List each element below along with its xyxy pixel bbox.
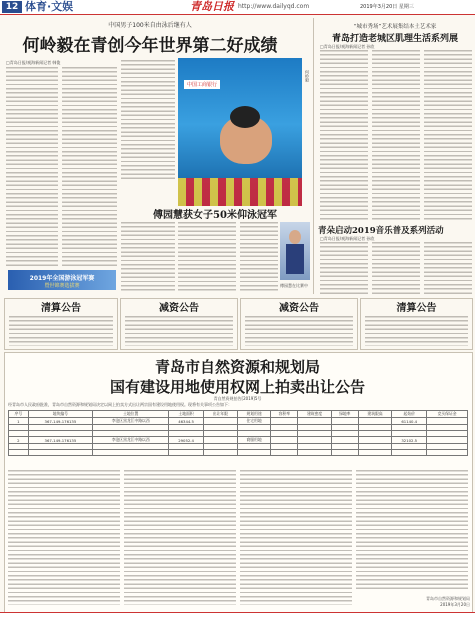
article-column xyxy=(121,60,175,180)
table-row: 2 367-149-176135 李沧区黑龙江中路以西 29052.4 商服用地 32102.5 xyxy=(9,437,468,444)
page-number: 12 xyxy=(2,1,22,13)
land-ad-number: 青自然资规拍告[2019]5号 xyxy=(213,396,262,401)
culture-headline: 青岛打造老城区肌理生活系列展 xyxy=(331,34,458,44)
land-ad-intro: 经青岛市人民政府批准，青岛市自然资源和规划局决定以网上拍卖方式出让两宗国有建设用地使用权。现将有关事项公告如下： xyxy=(8,402,232,407)
notice-title: 减资公告 xyxy=(279,303,319,314)
notice-title: 清算公告 xyxy=(396,303,437,314)
article-column xyxy=(178,222,236,292)
article-column xyxy=(372,242,420,294)
banner-subtitle: 暨世锦赛选拔赛 xyxy=(44,283,80,289)
land-ad-title-1: 青岛市自然资源和规划局 xyxy=(154,358,320,376)
sports-kicker: 中国男子100米自由泳后继有人 xyxy=(108,22,192,29)
culture-sub-byline: □青岛日报/观海新闻记者 孙欣 xyxy=(320,236,375,241)
article-column xyxy=(121,222,175,292)
notice-box xyxy=(240,298,358,350)
article-column xyxy=(320,50,368,220)
sports-subheadline: 傅园慧获女子50米仰泳冠军 xyxy=(153,210,277,221)
article-column xyxy=(240,222,278,292)
issuer: 青岛市自然资源和规划局 xyxy=(426,596,470,601)
photo-caption: 何岭毅 xyxy=(305,70,310,82)
table-row xyxy=(9,450,468,456)
culture-subheadline: 青朵启动2019音乐普及系列活动 xyxy=(318,226,444,236)
notice-column xyxy=(124,470,236,605)
table-row: 1 367-149-176135 李沧区黑龙江中路以西 46344.5 住宅用地 61140.4 xyxy=(9,418,468,425)
athlete-caption: 傅园慧在比赛中 xyxy=(280,283,308,288)
sponsor-sign: 中国工商银行 xyxy=(184,80,220,89)
table-header-row: 序号 地块编号 土地位置 土地面积 出让年限 规划用途 容积率 建筑密度 绿地率 建筑限高 起始价 竞买保证金 xyxy=(9,411,468,418)
banner-title: 2019年全国游泳冠军赛 xyxy=(29,275,95,282)
culture-byline: □青岛日报/观海新闻记者 孙欣 xyxy=(320,44,375,49)
article-column xyxy=(6,67,58,267)
article-column xyxy=(320,242,368,294)
issue-date: 2019年3月20日 xyxy=(440,602,470,607)
championship-banner xyxy=(8,270,116,290)
section-title: 体育·文娱 xyxy=(25,0,74,13)
column-divider xyxy=(313,18,314,294)
notice-column xyxy=(8,470,120,605)
article-column xyxy=(62,67,117,267)
notice-column xyxy=(356,470,468,590)
land-ad-title-2: 国有建设用地使用权网上拍卖出让公告 xyxy=(109,378,365,396)
article-column xyxy=(424,50,472,220)
date-line: 2019年3月20日 星期三 xyxy=(360,4,414,10)
newspaper-logo: 青岛日报 xyxy=(190,0,234,13)
site-url[interactable]: http://www.dailyqd.com xyxy=(238,3,310,10)
notice-box xyxy=(360,298,473,350)
article-column xyxy=(372,50,420,220)
culture-kicker: “城市秀场”艺术展集结本土艺术家 xyxy=(353,24,437,30)
swimmer-photo xyxy=(178,58,302,206)
sports-headline: 何岭毅在青创今年世界第二好成绩 xyxy=(22,36,278,56)
notice-column xyxy=(240,470,352,605)
swim-cap xyxy=(230,106,260,128)
lane-rope xyxy=(178,178,302,206)
land-table xyxy=(8,410,468,456)
notice-box xyxy=(120,298,238,350)
notice-title: 清算公告 xyxy=(41,303,81,314)
notice-title: 减资公告 xyxy=(159,303,199,314)
notice-box xyxy=(4,298,118,350)
athlete-photo xyxy=(280,222,310,280)
sports-byline: □青岛日报/观海新闻记者 韩俊 xyxy=(6,60,61,65)
article-column xyxy=(424,242,472,294)
